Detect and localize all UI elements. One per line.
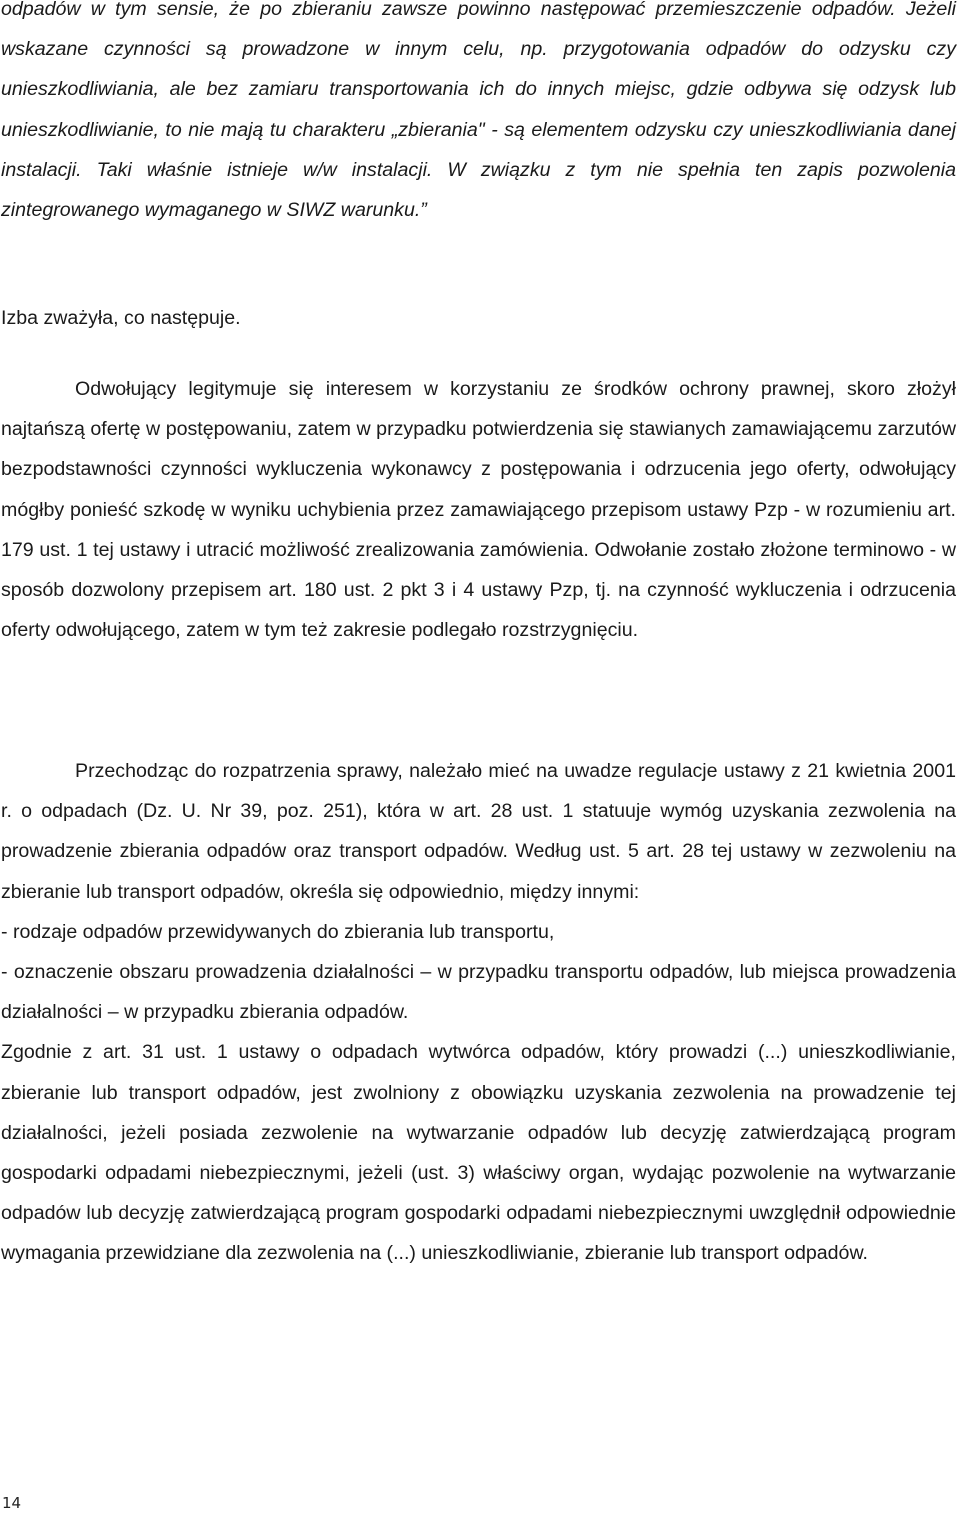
quoted-paragraph: odpadów w tym sensie, że po zbieraniu zawsze powinno następować przemieszczenie odpadów. Jeżeli wskazane czynności są prowadzone w innym celu, np. przygotowania odpadów do odzysku czy unieszkodliwiania, ale bez zamiaru transportowania ich do innych miejsc, gdzie odbywa się odzysk lub unieszkodliwianie, to nie mają tu charakteru „zbierania" - są elementem odzysku czy unieszkodliwiania danej instalacji. Taki właśnie istnieje w/w instalacji. W związku z tym nie spełnia ten zapis pozwolenia zintegrowanego wymaganego w SIWZ warunku.” [1,0,956,222]
list-item: - oznaczenie obszaru prowadzenia działalności – w przypadku transportu odpadów, lub miejsca prowadzenia działalności – w przypadku zbierania odpadów. [1,961,956,1024]
section-heading: Izba zważyła, co następuje. [1,307,241,329]
body-paragraph-standing: Odwołujący legitymuje się interesem w korzystaniu ze środków ochrony prawnej, skoro złożył najtańszą ofertę w postępowaniu, zatem w przypadku potwierdzenia się stawianych zamawiającemu zarzutów bezpodstawności czynności wykluczenia wykonawcy z postępowania i odrzucenia jego oferty, odwołujący mógłby ponieść szkodę w wyniku uchybienia przez zamawiającego przepisom ustawy Pzp - w rozumieniu art. 179 ust. 1 tej ustawy i utracić możliwość zrealizowania zamówienia. Odwołanie zostało złożone terminowo - w sposób dozwolony przepisem art. 180 ust. 2 pkt 3 i 4 ustawy Pzp, tj. na czynność wykluczenia i odrzucenia oferty odwołującego, zatem w tym też zakresie podlegało rozstrzygnięciu. [1,378,956,642]
list-item: - rodzaje odpadów przewidywanych do zbierania lub transportu, [1,920,555,943]
body-paragraph-regulations: Przechodząc do rozpatrzenia sprawy, należało mieć na uwadze regulacje ustawy z 21 kwietnia 2001 r. o odpadach (Dz. U. Nr 39, poz. 251), która w art. 28 ust. 1 statuuje wymóg uzyskania zezwolenia na prowadzenie zbierania odpadów oraz transport odpadów. Według ust. 5 art. 28 tej ustawy w zezwoleniu na zbieranie lub transport odpadów, określa się odpowiednio, między innymi: [1,760,956,903]
body-section-regulations [1,751,956,1274]
page-number: 14 [2,1494,22,1512]
body-paragraph-exemption: Zgodnie z art. 31 ust. 1 ustawy o odpadach wytwórca odpadów, który prowadzi (...) unieszkodliwianie, zbieranie lub transport odpadów, jest zwolniony z obowiązku uzyskania zezwolenia na prowadzenie tej działalności, jeżeli posiada zezwolenie na wytwarzanie odpadów lub decyzję zatwierdzającą program gospodarki odpadami niebezpiecznymi, jeżeli (ust. 3) właściwy organ, wydając pozwolenie na wytwarzanie odpadów lub decyzję zatwierdzającą program gospodarki odpadami niebezpiecznymi uwzględnił odpowiednie wymagania przewidziane dla zezwolenia na (...) unieszkodliwianie, zbieranie lub transport odpadów. [1,1041,956,1265]
